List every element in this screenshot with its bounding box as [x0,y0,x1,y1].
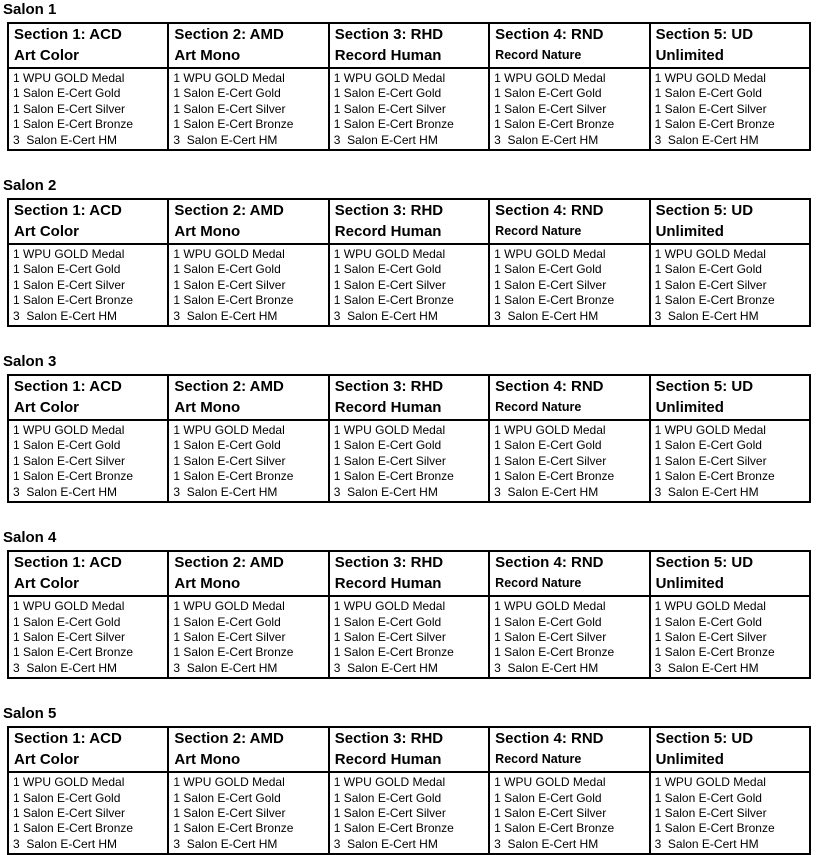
award-line: 1 Salon E-Cert Bronze [13,293,134,308]
section-header-cell [489,23,649,68]
section-subtitle: Art Color [14,751,79,769]
award-line: 1 Salon E-Cert Bronze [173,117,294,132]
award-line: 1 Salon E-Cert Silver [13,453,126,468]
section-code: Section 4: RND [495,378,604,396]
salon-block [2,529,812,679]
award-line: 1 Salon E-Cert Silver [654,805,767,820]
award-line: 1 Salon E-Cert Silver [333,805,446,820]
salon-block [2,353,812,503]
section-subtitle: Unlimited [655,399,724,417]
award-line: 1 Salon E-Cert Gold [654,262,762,277]
award-line: 3 Salon E-Cert HM [173,484,278,499]
award-line: 1 Salon E-Cert Bronze [173,821,294,836]
award-line: 3 Salon E-Cert HM [13,484,118,499]
section-subtitle: Unlimited [655,575,724,593]
section-header-row [8,199,810,244]
section-header-row [8,727,810,772]
section-header-cell [168,551,328,596]
award-list-cell [650,772,810,854]
section-subtitle: Record Nature [495,576,582,591]
section-header-cell [8,23,168,68]
award-line: 1 WPU GOLD Medal [333,247,446,262]
award-line: 1 Salon E-Cert Gold [173,614,281,629]
award-line: 3 Salon E-Cert HM [494,132,599,147]
award-line: 1 Salon E-Cert Silver [333,629,446,644]
award-line: 1 Salon E-Cert Bronze [654,645,775,660]
award-line: 1 WPU GOLD Medal [494,775,606,790]
award-line: 1 Salon E-Cert Silver [333,453,446,468]
section-header-cell [650,551,810,596]
award-line: 3 Salon E-Cert HM [654,660,759,675]
award-line: 1 Salon E-Cert Bronze [333,645,454,660]
award-line: 1 Salon E-Cert Bronze [13,117,134,132]
section-code: Section 2: AMD [174,202,284,220]
section-header-cell [329,199,489,244]
award-line: 1 WPU GOLD Medal [13,423,125,438]
award-line: 1 Salon E-Cert Gold [494,438,602,453]
award-list-cell [489,420,649,502]
award-line: 1 WPU GOLD Medal [654,247,766,262]
section-code: Section 5: UD [655,554,754,572]
award-line: 1 Salon E-Cert Bronze [173,645,294,660]
award-line: 1 Salon E-Cert Silver [333,277,446,292]
award-line: 1 WPU GOLD Medal [173,71,285,85]
section-subtitle: Record Human [334,575,442,593]
section-header-cell [489,727,649,772]
award-line: 1 WPU GOLD Medal [173,775,285,790]
award-line: 1 Salon E-Cert Silver [654,277,767,292]
award-line: 3 Salon E-Cert HM [654,308,759,323]
award-line: 3 Salon E-Cert HM [173,836,278,851]
award-line: 1 Salon E-Cert Bronze [13,645,134,660]
award-line: 1 Salon E-Cert Gold [13,262,121,277]
award-line: 1 WPU GOLD Medal [494,599,606,614]
section-header-cell [168,23,328,68]
award-line: 1 Salon E-Cert Gold [13,614,121,629]
award-line: 1 Salon E-Cert Bronze [173,293,294,308]
section-header-cell [8,375,168,420]
award-line: 3 Salon E-Cert HM [494,308,599,323]
award-line: 1 Salon E-Cert Silver [654,101,767,116]
award-line: 1 Salon E-Cert Silver [13,629,126,644]
awards-table [7,22,811,151]
award-line: 3 Salon E-Cert HM [654,132,759,147]
section-code: Section 3: RHD [334,730,444,748]
award-line: 1 Salon E-Cert Gold [654,86,762,101]
award-line: 1 Salon E-Cert Bronze [654,117,775,132]
section-header-cell [168,375,328,420]
award-line: 1 Salon E-Cert Silver [494,629,607,644]
award-line: 1 WPU GOLD Medal [654,775,766,790]
award-list-cell [329,596,489,678]
award-line: 3 Salon E-Cert HM [333,308,438,323]
section-subtitle: Art Mono [174,223,241,241]
award-line: 1 WPU GOLD Medal [333,775,446,790]
section-subtitle: Unlimited [655,751,724,769]
award-list-cell [489,68,649,150]
award-line: 1 Salon E-Cert Silver [654,629,767,644]
award-list-cell [168,68,328,150]
award-line: 1 Salon E-Cert Bronze [333,117,454,132]
award-line: 3 Salon E-Cert HM [333,660,438,675]
awards-table [7,550,811,679]
award-line: 1 Salon E-Cert Gold [333,790,442,805]
award-line: 1 Salon E-Cert Silver [173,629,286,644]
section-subtitle: Unlimited [655,47,724,64]
section-header-cell [650,199,810,244]
award-line: 1 Salon E-Cert Gold [13,438,121,453]
section-subtitle: Art Mono [174,47,241,64]
salon-title: Salon 4 [3,529,57,547]
award-list-cell [329,420,489,502]
section-code: Section 1: ACD [14,730,122,748]
award-line: 1 WPU GOLD Medal [494,423,606,438]
section-header-row [8,23,810,68]
award-line: 1 WPU GOLD Medal [494,247,606,262]
award-line: 3 Salon E-Cert HM [13,308,118,323]
award-line: 1 Salon E-Cert Bronze [333,293,454,308]
award-list-cell [329,244,489,326]
award-list-cell [329,772,489,854]
awards-row [8,596,810,678]
award-line: 1 WPU GOLD Medal [13,247,125,262]
salon-block [2,1,812,151]
salon-title: Salon 5 [3,705,57,723]
section-code: Section 5: UD [655,730,754,748]
award-line: 1 Salon E-Cert Silver [13,101,126,116]
section-code: Section 4: RND [495,730,604,748]
award-line: 1 Salon E-Cert Bronze [333,821,454,836]
section-subtitle: Record Human [334,223,442,241]
award-list-cell [489,596,649,678]
award-line: 1 Salon E-Cert Bronze [494,293,615,308]
award-line: 1 Salon E-Cert Gold [333,262,442,277]
award-line: 3 Salon E-Cert HM [654,484,759,499]
award-line: 1 Salon E-Cert Silver [13,277,126,292]
award-line: 1 Salon E-Cert Gold [333,438,442,453]
award-line: 1 Salon E-Cert Gold [494,262,602,277]
award-line: 1 Salon E-Cert Bronze [654,821,775,836]
section-header-cell [489,551,649,596]
award-line: 1 Salon E-Cert Silver [494,277,607,292]
section-subtitle: Art Mono [174,751,241,769]
award-list-cell [168,772,328,854]
section-subtitle: Record Nature [495,752,582,767]
section-code: Section 1: ACD [14,554,122,572]
award-line: 3 Salon E-Cert HM [654,836,759,851]
section-subtitle: Record Nature [495,224,582,239]
award-list-cell [489,772,649,854]
award-line: 1 Salon E-Cert Silver [333,101,446,116]
award-line: 1 WPU GOLD Medal [13,775,125,790]
section-code: Section 3: RHD [334,554,444,572]
award-line: 3 Salon E-Cert HM [13,660,118,675]
section-header-cell [489,375,649,420]
award-line: 1 WPU GOLD Medal [13,599,125,614]
awards-row [8,420,810,502]
award-line: 3 Salon E-Cert HM [494,836,599,851]
award-line: 1 Salon E-Cert Silver [173,453,286,468]
award-line: 1 WPU GOLD Medal [654,423,766,438]
award-line: 1 Salon E-Cert Silver [494,101,607,116]
award-line: 3 Salon E-Cert HM [173,660,278,675]
award-line: 1 Salon E-Cert Gold [13,790,121,805]
award-list-cell [8,68,168,150]
award-line: 1 Salon E-Cert Bronze [13,821,134,836]
award-line: 1 WPU GOLD Medal [654,599,766,614]
section-code: Section 1: ACD [14,26,122,43]
section-code: Section 5: UD [655,202,754,220]
award-list-cell [329,68,489,150]
award-line: 1 Salon E-Cert Bronze [333,469,454,484]
award-line: 1 WPU GOLD Medal [173,247,285,262]
award-line: 3 Salon E-Cert HM [494,660,599,675]
award-line: 1 WPU GOLD Medal [173,599,285,614]
award-line: 1 WPU GOLD Medal [333,599,446,614]
award-list-cell [8,420,168,502]
award-line: 1 Salon E-Cert Bronze [173,469,294,484]
award-list-cell [650,244,810,326]
award-line: 3 Salon E-Cert HM [333,484,438,499]
award-line: 1 Salon E-Cert Silver [13,805,126,820]
award-line: 1 Salon E-Cert Bronze [654,469,775,484]
salon-title: Salon 3 [3,353,57,371]
award-list-cell [489,244,649,326]
award-line: 1 Salon E-Cert Gold [494,614,602,629]
award-line: 1 WPU GOLD Medal [333,71,446,85]
award-list-cell [8,772,168,854]
award-list-cell [168,244,328,326]
award-line: 1 Salon E-Cert Gold [13,86,121,101]
award-line: 1 Salon E-Cert Bronze [494,645,615,660]
salon-title: Salon 1 [3,1,57,18]
section-subtitle: Art Color [14,399,79,417]
award-line: 3 Salon E-Cert HM [13,132,118,147]
award-line: 1 Salon E-Cert Gold [173,86,281,101]
section-header-cell [650,727,810,772]
award-line: 1 Salon E-Cert Gold [333,86,442,101]
section-code: Section 3: RHD [334,378,444,396]
award-list-cell [8,596,168,678]
awards-row [8,244,810,326]
award-line: 1 WPU GOLD Medal [654,71,766,85]
awards-row [8,772,810,854]
award-line: 1 Salon E-Cert Silver [494,805,607,820]
awards-table [7,374,811,503]
award-list-cell [650,596,810,678]
section-header-cell [8,199,168,244]
award-line: 1 Salon E-Cert Gold [654,790,762,805]
award-line: 1 Salon E-Cert Gold [494,790,602,805]
award-line: 1 Salon E-Cert Gold [654,614,762,629]
section-header-cell [329,727,489,772]
section-header-cell [8,727,168,772]
section-header-cell [329,375,489,420]
section-subtitle: Record Nature [495,400,582,415]
section-subtitle: Art Mono [174,575,241,593]
section-code: Section 3: RHD [334,202,444,220]
section-code: Section 2: AMD [174,378,284,396]
section-code: Section 4: RND [495,26,604,43]
section-header-row [8,551,810,596]
section-code: Section 4: RND [495,554,604,572]
section-code: Section 2: AMD [174,26,284,43]
award-line: 1 Salon E-Cert Silver [654,453,767,468]
section-code: Section 1: ACD [14,202,122,220]
section-subtitle: Unlimited [655,223,724,241]
award-line: 1 Salon E-Cert Silver [494,453,607,468]
section-code: Section 2: AMD [174,730,284,748]
award-line: 1 Salon E-Cert Bronze [654,293,775,308]
section-subtitle: Record Human [334,399,442,417]
award-line: 1 Salon E-Cert Gold [173,438,281,453]
section-subtitle: Art Color [14,575,79,593]
section-code: Section 1: ACD [14,378,122,396]
award-line: 1 Salon E-Cert Bronze [494,117,615,132]
award-line: 3 Salon E-Cert HM [333,132,438,147]
award-line: 1 WPU GOLD Medal [494,71,606,85]
section-subtitle: Art Color [14,223,79,241]
section-header-cell [650,23,810,68]
section-header-row [8,375,810,420]
award-line: 1 Salon E-Cert Silver [173,805,286,820]
award-line: 1 WPU GOLD Medal [333,423,446,438]
section-header-cell [168,727,328,772]
award-line: 3 Salon E-Cert HM [494,484,599,499]
salon-block [2,705,812,855]
section-code: Section 5: UD [655,26,754,43]
award-line: 1 Salon E-Cert Bronze [13,469,134,484]
awards-table [7,726,811,855]
section-subtitle: Art Color [14,47,79,64]
award-line: 3 Salon E-Cert HM [173,132,278,147]
section-header-cell [489,199,649,244]
awards-row [8,68,810,150]
section-header-cell [8,551,168,596]
section-subtitle: Record Human [334,47,442,64]
award-line: 3 Salon E-Cert HM [333,836,438,851]
award-line: 1 Salon E-Cert Gold [173,790,281,805]
awards-table [7,198,811,327]
award-line: 3 Salon E-Cert HM [173,308,278,323]
section-subtitle: Art Mono [174,399,241,417]
section-code: Section 3: RHD [334,26,444,43]
section-code: Section 4: RND [495,202,604,220]
award-line: 1 Salon E-Cert Silver [173,101,286,116]
award-line: 1 WPU GOLD Medal [173,423,285,438]
award-line: 1 Salon E-Cert Bronze [494,821,615,836]
award-line: 1 Salon E-Cert Silver [173,277,286,292]
award-list-cell [650,420,810,502]
award-list-cell [168,420,328,502]
section-header-cell [329,551,489,596]
award-line: 1 Salon E-Cert Bronze [494,469,615,484]
award-line: 1 Salon E-Cert Gold [333,614,442,629]
salon-title: Salon 2 [3,177,57,195]
section-subtitle: Record Human [334,751,442,769]
award-line: 1 Salon E-Cert Gold [494,86,602,101]
section-header-cell [168,199,328,244]
award-line: 1 WPU GOLD Medal [13,71,125,85]
section-header-cell [650,375,810,420]
award-line: 1 Salon E-Cert Gold [654,438,762,453]
award-line: 3 Salon E-Cert HM [13,836,118,851]
section-subtitle: Record Nature [495,48,582,62]
award-line: 1 Salon E-Cert Gold [173,262,281,277]
section-header-cell [329,23,489,68]
award-list-cell [8,244,168,326]
section-code: Section 5: UD [655,378,754,396]
award-list-cell [168,596,328,678]
award-list-cell [650,68,810,150]
salon-block [2,177,812,327]
section-code: Section 2: AMD [174,554,284,572]
